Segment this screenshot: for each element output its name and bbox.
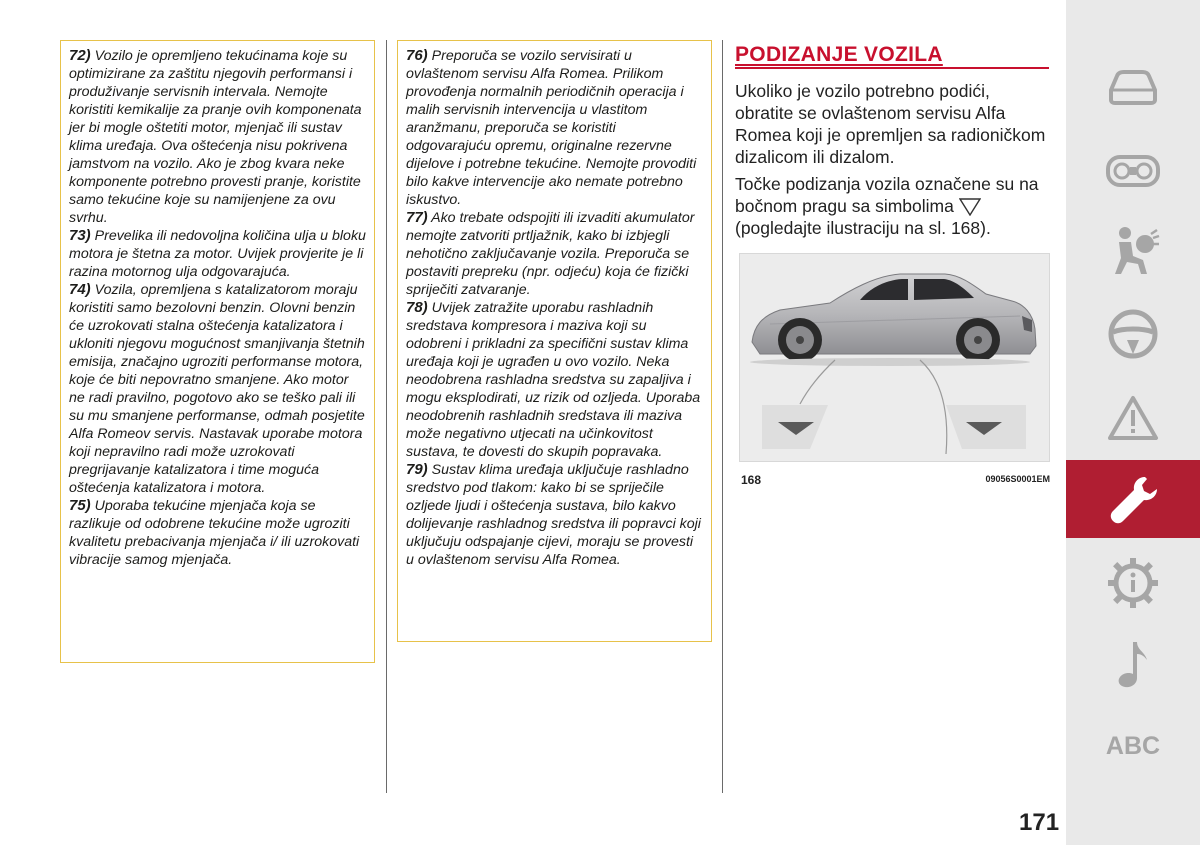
page-number: 171 [1019, 809, 1060, 836]
sidebar-item-dashboard[interactable] [1066, 133, 1200, 209]
sidebar-item-driving[interactable] [1066, 296, 1200, 372]
note-73 [69, 227, 366, 281]
note-number: 72) [69, 47, 91, 64]
note-75 [69, 497, 366, 569]
pointer-line-left [800, 360, 835, 404]
warning-triangle-icon [1107, 394, 1159, 442]
note-text: Uporaba tekućine mjenjača koja se razlikuje od odobrene tekućine može ugroziti kvalitetu prebacivanja mjenjača i/ ili uzrokovati vibracije samog mjenjača. [69, 498, 360, 568]
note-text: Prevelika ili nedovoljna količina ulja u bloku motora je štetna za motor. Uvijek provjerite je li razina motornog ulja odgovarajuća. [69, 228, 366, 280]
note-number: 74) [69, 281, 91, 298]
steering-wheel-icon [1107, 308, 1159, 360]
note-72 [69, 47, 366, 227]
note-78 [406, 299, 703, 461]
note-77 [406, 209, 703, 299]
column-divider-right [722, 40, 723, 793]
note-79 [406, 461, 703, 569]
column-divider-left [386, 40, 387, 793]
figure-code: 09056S0001EM [985, 474, 1050, 484]
airbag-icon [1105, 224, 1161, 276]
sidebar-item-car[interactable] [1066, 50, 1200, 126]
note-text: Sustav klima uređaja uključuje rashladno sredstvo pod tlakom: kako bi se spriječile ozljede ljudi i oštećenja sustava, bilo kakvo dolijevanje rashladnog sredstva ili popravci koji uključuju odspajanje cijevi, moraju se provesti u ovlaštenom servisu Alfa Romea. [406, 462, 701, 568]
note-number: 79) [406, 461, 428, 478]
lifting-paragraph-2-ref: (pogledajte ilustraciju na sl. 168). [735, 218, 991, 238]
note-number: 76) [406, 47, 428, 64]
note-text: Ako trebate odspojiti ili izvaditi akumulator nemojte zatvoriti prtljažnik, kako bi izbjegli nehotično zaključavanje vozila. Preporuča se postaviti prepreku (npr. odjeću) koja će fizički spriječiti zatvaranje. [406, 210, 695, 298]
lifting-paragraph-1: Ukoliko je vozilo potrebno podići, obratite se ovlaštenom servisu Alfa Romea koji je opremljen sa radioničkom dizalicom ili dizalom. [735, 81, 1046, 167]
figure-number: 168 [741, 473, 762, 487]
note-number: 73) [69, 227, 91, 244]
lifting-paragraph-2-text: Točke podizanja vozila označene su na bočnom pragu sa simbolima [735, 174, 1039, 216]
car-illustration [740, 254, 1049, 461]
index-label: ABC [1105, 731, 1161, 760]
note-number: 75) [69, 497, 91, 514]
sidebar-item-maintenance[interactable] [1066, 460, 1200, 538]
lift-point-marker-left [762, 405, 828, 449]
pointer-line-right [920, 360, 947, 454]
chapter-sidebar [1066, 0, 1200, 845]
note-number: 77) [406, 209, 428, 226]
front-wheel [956, 318, 1000, 362]
wrench-icon [1105, 471, 1161, 527]
info-gear-icon [1105, 555, 1161, 611]
lift-point-symbol-icon [959, 198, 981, 216]
notes-box-left [60, 40, 375, 663]
note-text: Vozila, opremljena s katalizatorom moraju koristiti samo bezolovni benzin. Olovni benzin će uzrokovati stalna oštećenja katalizatora i ukloniti njegovu mogućnost smanjivanja štetnih emisija, značajno ugroziti performanse motora, koje će biti nepovratno smanjene. Ako motor ne radi pravilno, pogotovo ako se teško pali ili su mu smanjene performanse, odmah posjetite Alfa Romeov servis. Nastavak uporabe motora koji nepravilno radi može uzrokovati pregrijavanje katalizatora i time moguća oštećenja katalizatora i motora. [69, 282, 365, 496]
lift-point-marker-right [946, 405, 1026, 449]
note-number: 78) [406, 299, 428, 316]
figure-car-lift-points [739, 253, 1050, 462]
sidebar-item-technical-data[interactable] [1066, 545, 1200, 621]
sidebar-item-emergency[interactable] [1066, 380, 1200, 456]
note-74 [69, 281, 366, 497]
note-text: Preporuča se vozilo servisirati u ovlaštenom servisu Alfa Romea. Prilikom provođenja normalnih periodičnih operacija i malih servisnih intervencija u vlastitom aranžmanu, preporuča se koristiti odgovarajuću opremu, originalne rezervne dijelove i potrebne tekućine. Nemojte provoditi bilo kakve intervencije ako nemate potrebno iskustvo. [406, 48, 697, 208]
note-text: Uvijek zatražite uporabu rashladnih sredstava kompresora i maziva koji su odobreni i prikladni za specifični sustav klima uređaja koji je ugrađen u ovo vozilo. Neka neodobrena rashladna sredstva su zapaljiva i mogu eksplodirati, uz rizik od ozljeda. Uporaba neodobrenih rashladnih sredstava ili maziva može negativno utjecati na učinkovitost sustava, te dovesti do skupih popravaka. [406, 300, 701, 460]
note-76 [406, 47, 703, 209]
notes-box-middle [397, 40, 712, 642]
sidebar-item-index[interactable] [1066, 708, 1200, 784]
rear-wheel [778, 318, 822, 362]
sidebar-item-safety[interactable] [1066, 212, 1200, 288]
dashboard-icon [1105, 153, 1161, 189]
music-note-icon [1111, 638, 1155, 690]
title-underline [735, 67, 1049, 69]
car-icon [1105, 68, 1161, 108]
note-text: Vozilo je opremljeno tekućinama koje su optimizirane za zaštitu njegovih performansi i produživanje servisnih intervala. Nemojte koristiti kemikalije za pranje ovih komponenata jer bi mogle oštetiti motor, mjenjač ili sustav klima uređaja. Ova oštećenja nisu pokrivena jamstvom na vozilo. Ako je zbog kvara neke komponente potrebno provesti pranje, koristite samo tekućine koje su namijenjene za ovu svrhu. [69, 48, 362, 226]
lifting-paragraph-2 [735, 173, 1050, 239]
section-title: PODIZANJE VOZILA [735, 43, 943, 66]
sidebar-item-multimedia[interactable] [1066, 626, 1200, 702]
